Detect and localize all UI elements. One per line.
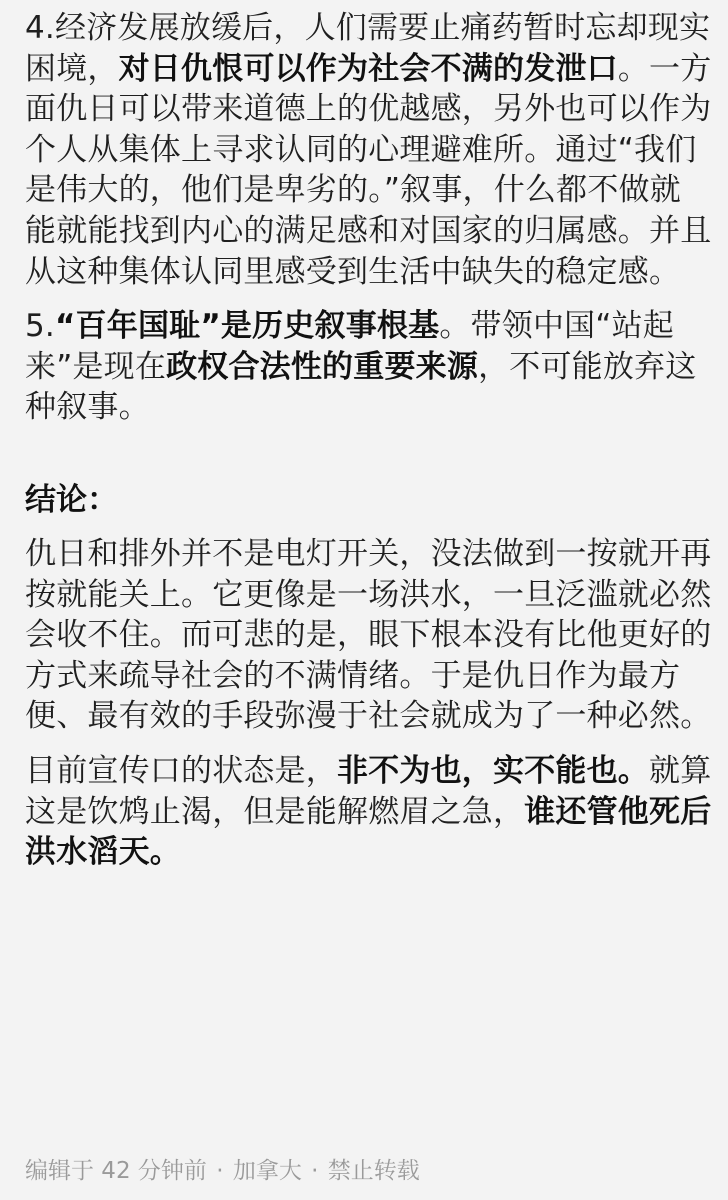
copyright-notice: 禁止转载 xyxy=(327,1158,420,1184)
paragraph-point-5 xyxy=(25,306,712,428)
final-text-continued: 就算这是饮鸩止渴，但是能解燃眉之急， xyxy=(25,752,712,830)
separator-dot: · xyxy=(311,1158,319,1184)
point-5-number: 5. xyxy=(25,308,55,345)
ip-location: 加拿大 xyxy=(232,1158,302,1184)
final-text: 目前宣传口的状态是， xyxy=(25,752,337,789)
point-5-text-end: ，不可能放弃这种叙事。 xyxy=(25,348,697,426)
paragraph-conclusion: 仇日和排外并不是电灯开关，没法做到一按就开再按就能关上。它更像是一场洪水，一旦泛滥就必然会收不住。而可悲的是，眼下根本没有比他更好的方式来疏导社会的不满情绪。于是仇日作为最方便、最有效的手段弥漫于社会就成为了一种必然。 xyxy=(25,535,712,735)
final-emphasis: 非不为也，实不能也。 xyxy=(337,752,649,789)
separator-dot: · xyxy=(216,1158,224,1184)
point-5-emphasis-2: 政权合法性的重要来源 xyxy=(166,348,479,385)
point-4-text-continued: 。一方面仇日可以带来道德上的优越感，另外也可以作为个人从集体上寻求认同的心理避难所。通过“我们是伟大的，他们是卑劣的。”叙事，什么都不做就能就能找到内心的满足感和对国家的归属感。并且从这种集体认同里感受到生活中缺失的稳定感。 xyxy=(25,50,712,290)
paragraph-final xyxy=(25,751,712,873)
point-5-text: 。带领中国“站起来”是现在 xyxy=(25,308,675,385)
edited-time: 编辑于 42 分钟前 xyxy=(25,1158,207,1184)
paragraph-point-4 xyxy=(25,8,712,292)
final-emphasis-2: 谁还管他死后洪水滔天。 xyxy=(25,793,712,871)
conclusion-heading: 结论： xyxy=(25,481,118,518)
point-5-emphasis: “百年国耻”是历史叙事根基 xyxy=(54,308,440,345)
post-meta xyxy=(25,1155,420,1187)
point-4-text: 4.经济发展放缓后，人们需要止痛药暂时忘却现实困境， xyxy=(25,10,711,87)
point-4-emphasis: 对日仇恨可以作为社会不满的发泄口 xyxy=(118,50,618,87)
